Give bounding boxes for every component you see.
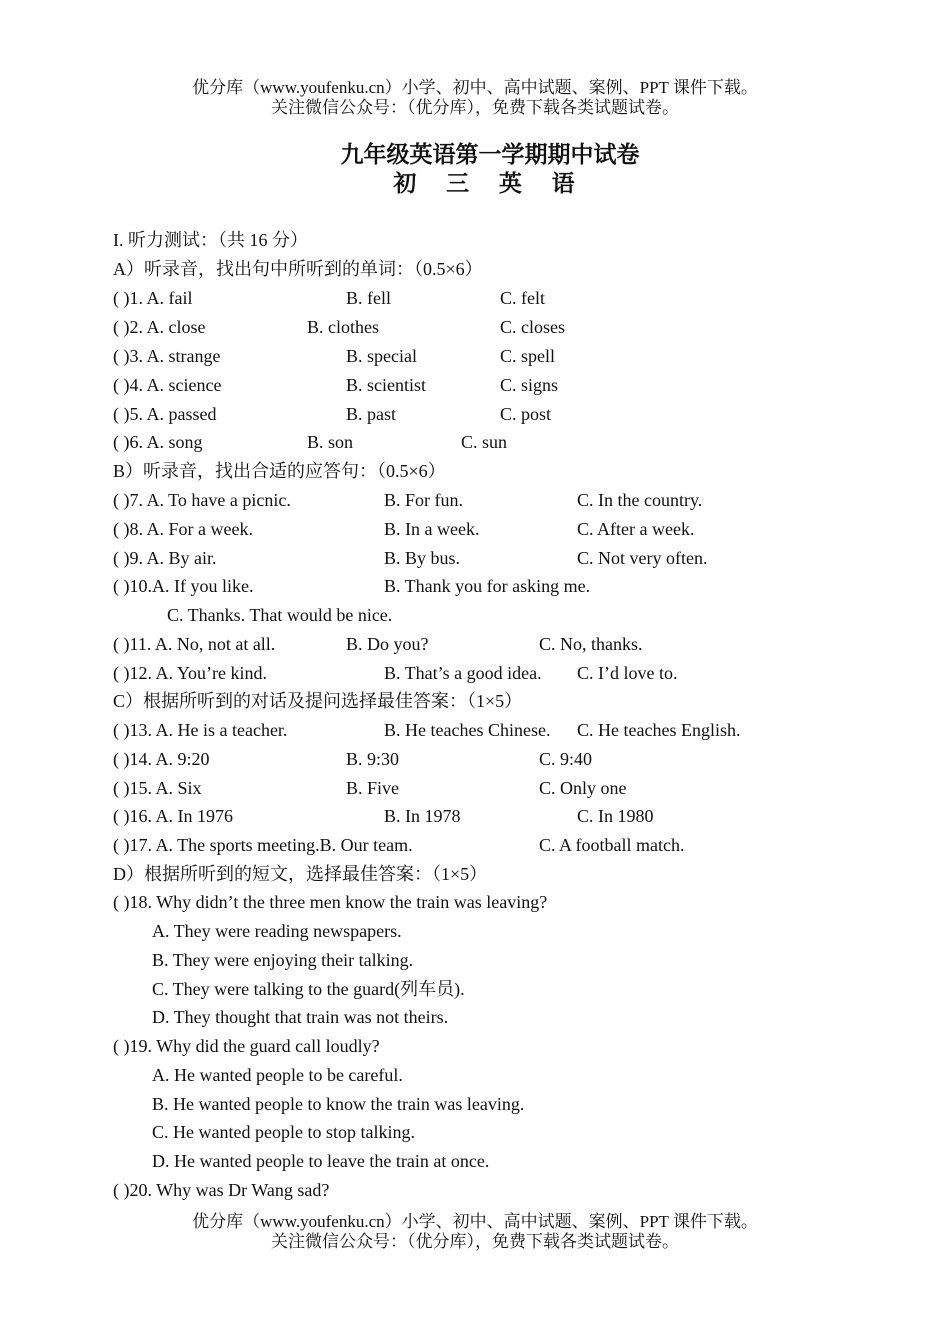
question-stem: ( )13. A. He is a teacher. [113, 720, 288, 740]
option-c: C. 9:40 [539, 749, 593, 769]
question-stem: ( )6. A. song [113, 432, 203, 452]
question-18-option-d: D. They thought that train was not theirs. [152, 1007, 449, 1027]
part-a-heading: A）听录音，找出句中所听到的单词：（0.5×6） [113, 259, 483, 279]
option-c: C. felt [500, 288, 545, 308]
question-stem: ( )2. A. close [113, 317, 206, 337]
question-19-option-a: A. He wanted people to be careful. [152, 1065, 403, 1085]
footer-line-2: 关注微信公众号：（优分库），免费下载各类试题试卷。 [271, 1232, 679, 1251]
question-stem: ( )11. A. No, not at all. [113, 634, 276, 654]
option-b: B. Five [346, 778, 400, 798]
question-stem: ( )9. A. By air. [113, 548, 217, 568]
option-c: C. After a week. [577, 519, 695, 539]
question-stem: ( )3. A. strange [113, 346, 221, 366]
part-b-heading: B）听录音，找出合适的应答句：（0.5×6） [113, 461, 446, 481]
question-18-stem: ( )18. Why didn’t the three men know the train was leaving? [113, 892, 548, 912]
question-stem: ( )10.A. If you like. [113, 576, 254, 596]
question-20-stem: ( )20. Why was Dr Wang sad? [113, 1180, 330, 1200]
option-b: B. For fun. [384, 490, 464, 510]
question-stem: ( )7. A. To have a picnic. [113, 490, 291, 510]
question-18-option-a: A. They were reading newspapers. [152, 921, 402, 941]
header-line-2: 关注微信公众号：（优分库），免费下载各类试题试卷。 [271, 98, 679, 117]
part-d-heading: D）根据所听到的短文，选择最佳答案：（1×5） [113, 864, 488, 884]
option-b: B. Do you? [346, 634, 429, 654]
option-b: B. fell [346, 288, 391, 308]
page-subtitle: 初 三 英 语 [393, 171, 587, 196]
option-b: B. Thank you for asking me. [384, 576, 591, 596]
question-18-option-c: C. They were talking to the guard(列车员). [152, 979, 465, 999]
option-c: C. closes [500, 317, 565, 337]
page-title: 九年级英语第一学期期中试卷 [340, 142, 640, 167]
question-stem: ( )17. A. The sports meeting.B. Our team. [113, 835, 413, 855]
page-footer [0, 1212, 950, 1252]
option-c: C. A football match. [539, 835, 685, 855]
question-stem: ( )15. A. Six [113, 778, 202, 798]
question-stem: ( )5. A. passed [113, 404, 217, 424]
option-b: B. clothes [307, 317, 379, 337]
option-b: B. scientist [346, 375, 426, 395]
option-b: B. In 1978 [384, 806, 461, 826]
option-c: C. spell [500, 346, 556, 366]
option-b: B. In a week. [384, 519, 480, 539]
footer-line-1: 优分库（www.youfenku.cn）小学、初中、高中试题、案例、PPT 课件下载。 [192, 1212, 758, 1231]
option-c: C. signs [500, 375, 559, 395]
option-c: C. post [500, 404, 552, 424]
option-c: C. I’d love to. [577, 663, 678, 683]
option-c: C. Not very often. [577, 548, 708, 568]
question-stem: ( )4. A. science [113, 375, 222, 395]
option-c: C. He teaches English. [577, 720, 741, 740]
option-b: B. 9:30 [346, 749, 400, 769]
option-c: C. No, thanks. [539, 634, 643, 654]
header-line-1: 优分库（www.youfenku.cn）小学、初中、高中试题、案例、PPT 课件下载。 [192, 78, 758, 97]
option-b: B. That’s a good idea. [384, 663, 542, 683]
option-c: C. In 1980 [577, 806, 654, 826]
page-header [0, 78, 950, 118]
option-b: B. son [307, 432, 354, 452]
question-19-stem: ( )19. Why did the guard call loudly? [113, 1036, 380, 1056]
section-heading: I. 听力测试：（共 16 分） [113, 230, 308, 250]
option-b: B. special [346, 346, 417, 366]
question-stem: ( )14. A. 9:20 [113, 749, 210, 769]
question-stem: ( )1. A. fail [113, 288, 193, 308]
option-b: B. By bus. [384, 548, 461, 568]
part-c-heading: C）根据所听到的对话及提问选择最佳答案：（1×5） [113, 691, 523, 711]
option-c: C. In the country. [577, 490, 703, 510]
question-18-option-b: B. They were enjoying their talking. [152, 950, 414, 970]
option-b: B. past [346, 404, 397, 424]
question-stem: ( )8. A. For a week. [113, 519, 253, 539]
option-c: C. Only one [539, 778, 627, 798]
option-c: C. sun [461, 432, 508, 452]
question-19-option-b: B. He wanted people to know the train was leaving. [152, 1094, 525, 1114]
question-stem: ( )12. A. You’re kind. [113, 663, 268, 683]
option-b: B. He teaches Chinese. [384, 720, 551, 740]
question-19-option-c: C. He wanted people to stop talking. [152, 1122, 415, 1142]
question-19-option-d: D. He wanted people to leave the train at once. [152, 1151, 490, 1171]
question-stem: ( )16. A. In 1976 [113, 806, 233, 826]
question-10-option-c: C. Thanks. That would be nice. [167, 605, 393, 625]
